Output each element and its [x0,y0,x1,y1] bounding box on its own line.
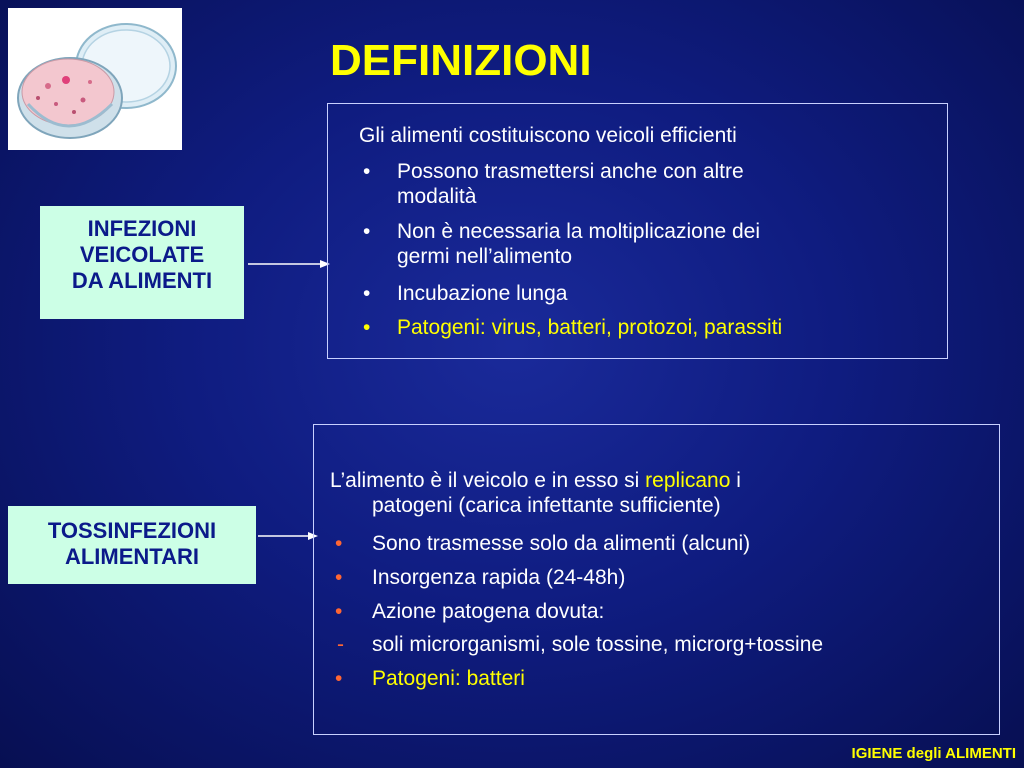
list-item: Possono trasmettersi anche con altre [397,160,744,183]
bullet-icon: • [363,316,371,339]
bullet-icon: • [335,532,343,555]
label-line: TOSSINFEZIONI [47,518,217,543]
intro-highlight: replicano [645,469,731,492]
footer-text: IGIENE degli ALIMENTI [851,745,1016,762]
label-line: VEICOLATE [79,242,205,267]
petri-dish-icon [8,8,182,150]
intro-text: Gli alimenti costituiscono veicoli efficienti [359,124,737,147]
list-item-continuation: modalità [397,185,477,208]
intro-text [330,468,741,493]
label-tossinfezioni [8,506,256,584]
bullet-icon: • [363,220,371,243]
list-item-highlight: Patogeni: virus, batteri, protozoi, parassiti [397,316,783,339]
list-item: Sono trasmesse solo da alimenti (alcuni) [372,532,751,555]
label-line: ALIMENTARI [64,544,200,569]
list-item-continuation: germi nell’alimento [397,245,573,268]
slide-title: DEFINIZIONI [330,36,592,85]
label-infezioni-veicolate [40,206,244,319]
bullet-icon: • [335,667,343,690]
bullet-icon: • [363,160,371,183]
arrow-right-icon [258,530,318,542]
bullet-icon: • [335,600,343,623]
label-line: DA ALIMENTI [71,268,213,293]
dash-icon: - [337,633,344,656]
bullet-icon: • [363,282,371,305]
list-item: soli microrganismi, sole tossine, microrg+tossine [372,633,824,656]
panel-infezioni [327,103,948,359]
list-item: Non è necessaria la moltiplicazione dei [397,220,761,243]
panel-tossinfezioni [313,424,1000,735]
list-item: Azione patogena dovuta: [372,600,605,623]
list-item: Incubazione lunga [397,282,568,305]
label-line: INFEZIONI [87,216,197,241]
intro-text-part: L’alimento è il veicolo e in esso si [330,469,646,492]
list-item: Insorgenza rapida (24-48h) [372,566,626,589]
arrow-right-icon [248,258,330,270]
intro-text-continuation: patogeni (carica infettante sufficiente) [372,494,721,517]
bullet-icon: • [335,566,343,589]
list-item-highlight: Patogeni: batteri [372,667,525,690]
intro-text-part: i [730,469,741,492]
